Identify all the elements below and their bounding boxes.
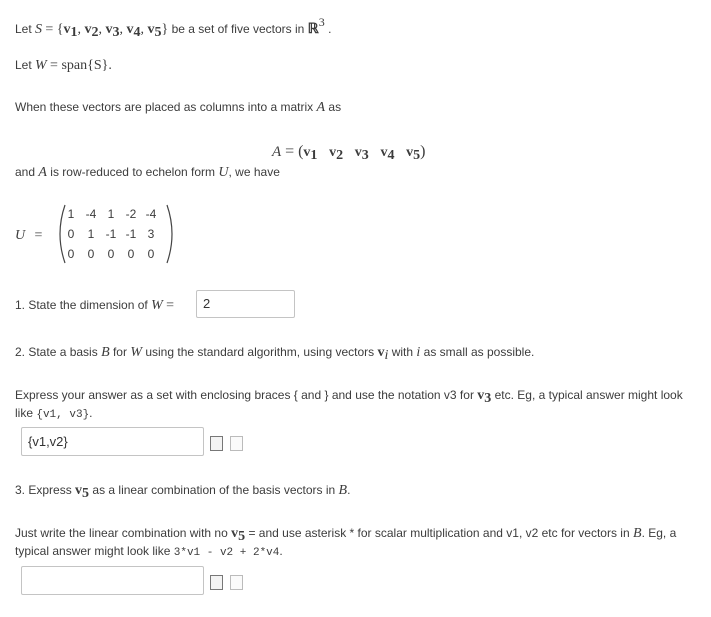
dimension-value: 2: [203, 296, 211, 311]
matrix-cell: 0: [127, 247, 135, 261]
reals-symbol: ℝ: [307, 22, 319, 37]
matrix-cell: 0: [67, 247, 75, 261]
placed-as: as: [328, 100, 342, 114]
equation-editor-icon[interactable]: [210, 436, 223, 451]
set-S: S: [35, 22, 43, 37]
matrix-cell: -4: [145, 207, 157, 221]
vector-v2: v: [84, 22, 92, 37]
basis-input[interactable]: [21, 427, 204, 456]
matrix-A-symbol: A: [316, 100, 326, 115]
intro-let: Let: [15, 22, 32, 36]
q3-mid: as a linear combination of the basis vectors in: [92, 483, 336, 497]
q3-end: .: [347, 483, 351, 497]
q2-example-code: {v1, v3}: [36, 409, 90, 421]
reduced-rest: , we have: [228, 165, 280, 179]
q2-label: 2. State a basis: [15, 345, 98, 359]
col-v5: v: [406, 145, 414, 160]
q1-eq: =: [166, 298, 175, 313]
q3-instr-v5-sub: 5: [238, 529, 246, 544]
period: .: [328, 22, 332, 36]
A-eq-open: = (: [285, 143, 304, 160]
sub: 3: [112, 25, 120, 40]
q3-instr-v5: v: [231, 526, 239, 541]
col-v4: v: [380, 145, 388, 160]
basis-value: {v1,v2}: [28, 434, 68, 449]
preview-icon[interactable]: [230, 436, 243, 451]
vector-v1: v: [63, 22, 71, 37]
q3-instr-B: B: [633, 526, 642, 541]
q3-B: B: [338, 483, 348, 498]
reduced-U: U: [218, 165, 229, 180]
w-symbol: W: [35, 58, 47, 73]
matrix-cell: -4: [85, 207, 97, 221]
q2-i: i: [416, 345, 421, 360]
q2-v3: v: [477, 388, 485, 403]
matrix-cell: 0: [67, 227, 75, 241]
w-definition: [15, 57, 112, 74]
q3-label: 3. Express: [15, 483, 72, 497]
reals-exponent: 3: [318, 15, 325, 29]
q3-instr-1: [15, 525, 676, 545]
q3-v: v: [75, 483, 83, 498]
placed-text: When these vectors are placed as columns into a matrix: [15, 100, 314, 114]
reduced-and: and: [15, 165, 36, 179]
matrix-cell: -1: [105, 227, 117, 241]
q3-instr-2: [15, 543, 283, 561]
q2-W: W: [130, 345, 142, 360]
q3-instr1c: . Eg, a: [641, 526, 677, 540]
period: .: [89, 406, 93, 420]
sub: 5: [154, 25, 162, 40]
sub: 3: [361, 148, 369, 163]
q2-instr1-text: Express your answer as a set with enclosing braces { and } and use the notation v3 for: [15, 388, 474, 402]
matrix-cell: 0: [87, 247, 95, 261]
q3-line: [15, 482, 350, 502]
q2-B: B: [101, 345, 110, 360]
comma: ,: [77, 22, 85, 37]
matrix-cell: 3: [147, 227, 155, 241]
matrix-cell: -2: [125, 207, 137, 221]
q2-line: [15, 344, 534, 364]
q2-v: v: [377, 345, 385, 360]
set-open: = {: [45, 22, 64, 37]
dimension-input[interactable]: [196, 290, 295, 318]
preview-icon[interactable]: [230, 575, 243, 590]
sub: 2: [336, 148, 344, 163]
q3-instr1a: Just write the linear combination with no: [15, 526, 228, 540]
q3-instr2end: .: [279, 544, 283, 558]
sub: 5: [413, 148, 421, 163]
q2-for: for: [112, 345, 127, 359]
q2-v3-sub: 3: [484, 391, 492, 406]
sub: 2: [91, 25, 99, 40]
q2-end: as small as possible.: [423, 345, 535, 359]
sub: 4: [387, 148, 395, 163]
set-close: }: [161, 22, 169, 37]
U-matrix: [55, 203, 177, 265]
intro-suffix: be a set of five vectors in: [171, 22, 305, 36]
w-let: Let: [15, 58, 32, 72]
U-symbol: U: [15, 228, 26, 243]
intro-line: [15, 14, 331, 41]
q2-with: with: [391, 345, 414, 359]
matrix-cell: 0: [107, 247, 115, 261]
q3-example-code: 3*v1 - v2 + 2*v4: [173, 547, 280, 559]
sub: 1: [310, 148, 318, 163]
w-span: = span{S}.: [50, 58, 112, 73]
A-eq-close: ): [420, 143, 426, 160]
vector-v4: v: [126, 22, 134, 37]
matrix-cell: 1: [107, 207, 115, 221]
q1-line: [15, 297, 174, 314]
matrix-cell: 0: [147, 247, 155, 261]
placed-line: [15, 99, 341, 116]
reduced-text: is row-reduced to echelon form: [50, 165, 216, 179]
equation-editor-icon[interactable]: [210, 575, 223, 590]
vector-v5: v: [147, 22, 155, 37]
q1-W: W: [151, 298, 163, 313]
q3-instr2a: typical answer might look like: [15, 544, 171, 558]
q2-v-sub: i: [384, 348, 389, 363]
A-equation: [272, 143, 425, 164]
matrix-cell: 1: [67, 207, 75, 221]
U-label-line: [15, 227, 42, 244]
comma: ,: [98, 22, 106, 37]
reduced-line: [15, 164, 280, 181]
q3-v-sub: 5: [82, 486, 90, 501]
q2-instr-2: [15, 405, 93, 423]
A-symbol: A: [272, 144, 282, 160]
U-equals: =: [34, 228, 43, 243]
matrix-cell: 1: [87, 227, 95, 241]
q2-instr1b-text: etc. Eg, a typical answer might look: [494, 388, 683, 402]
reduced-A: A: [38, 165, 47, 180]
linear-combination-input[interactable]: [21, 566, 204, 595]
col-v3: v: [354, 145, 362, 160]
vector-v3: v: [105, 22, 113, 37]
matrix-cell: -1: [125, 227, 137, 241]
q3-instr1b: = and use asterisk * for scalar multiplication and v1, v2 etc for vectors in: [248, 526, 630, 540]
sub: 4: [133, 25, 141, 40]
col-v1: v: [303, 145, 311, 160]
sub: 1: [70, 25, 78, 40]
col-v2: v: [329, 145, 337, 160]
q1-label: 1. State the dimension of: [15, 298, 148, 312]
q2-rest: using the standard algorithm, using vectors: [145, 345, 375, 359]
comma: ,: [119, 22, 127, 37]
q2-instr-1: [15, 387, 683, 407]
comma: ,: [140, 22, 148, 37]
q2-instr2-like: like: [15, 406, 34, 420]
